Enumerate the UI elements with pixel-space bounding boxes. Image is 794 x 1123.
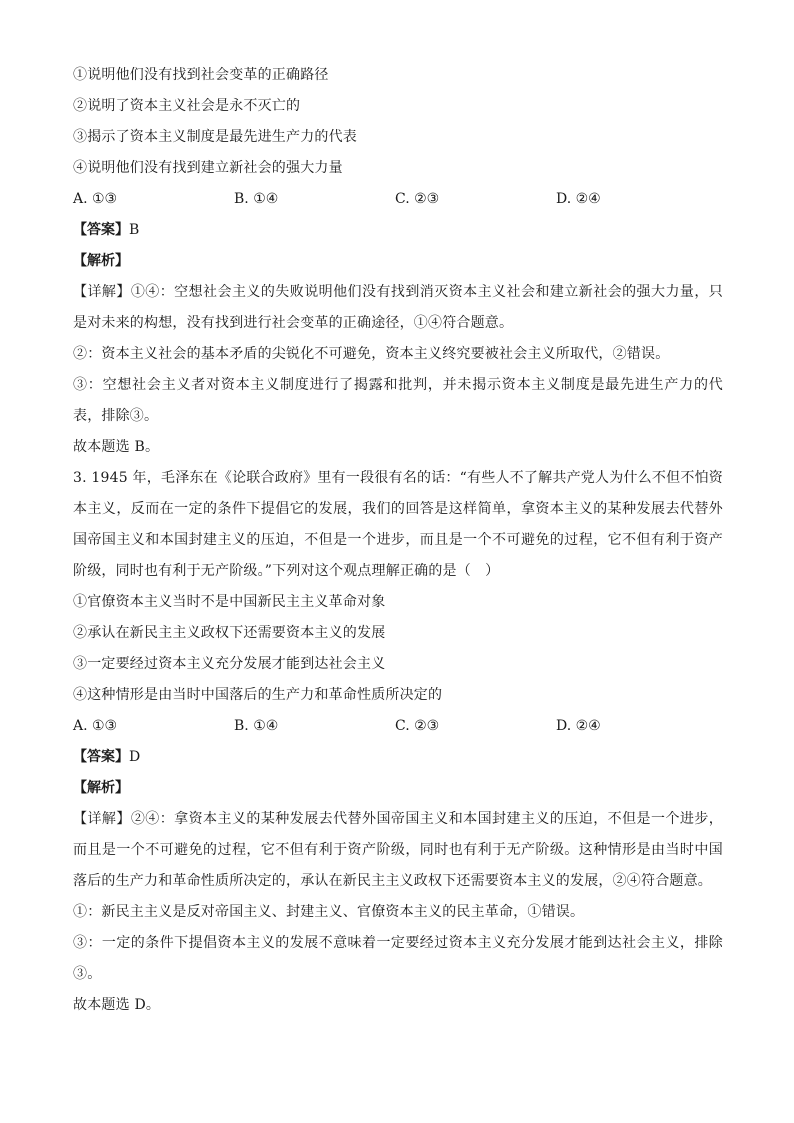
q2-statement-4: ④说明他们没有找到建立新社会的强大力量: [73, 160, 343, 176]
document-page: [73, 60, 723, 1021]
q3-analysis: [73, 773, 723, 804]
q2-detail: [73, 277, 723, 339]
q2-options: [73, 184, 723, 215]
q3-note-2: ③：一定的条件下提倡资本主义的发展不意味着一定要经过资本主义充分发展才能到达社会主义，排除③。: [73, 935, 723, 982]
q3-detail: [73, 804, 723, 897]
q2-section: [73, 60, 723, 463]
answer-label: 【答案】: [73, 749, 129, 765]
detail-label: 【详解】: [73, 284, 131, 300]
q3-conclusion: 故本题选 D。: [73, 997, 161, 1013]
detail-text: ①④：空想社会主义的失败说明他们没有找到消灭资本主义社会和建立新社会的强大力量，只是对未来的构想，没有找到进行社会变革的正确途径，①④符合题意。: [73, 284, 723, 331]
q3-option-d: D. ②④: [556, 718, 601, 734]
detail-label: 【详解】: [73, 811, 131, 827]
q3-stem: 3. 1945 年，毛泽东在《论联合政府》里有一段很有名的话：“有些人不了解共产党人为什么不但不怕资本主义，反而在一定的条件下提倡它的发展，我们的回答是这样简单，拿资本主义的某种发展去代替外国帝国主义和本国封建主义的压迫，不但是一个进步，而且是一个不可避免的过程，它不但有利于资产阶级，同时也有利于无产阶级。”下列对这个观点理解正确的是（ ）: [73, 470, 723, 579]
q3-option-c: C. ②③: [395, 718, 440, 734]
q3-statement-3: ③一定要经过资本主义充分发展才能到达社会主义: [73, 656, 386, 672]
answer-value: D: [129, 749, 141, 765]
q2-option-b: B. ①④: [234, 191, 279, 207]
q2-analysis: [73, 246, 723, 277]
analysis-label: 【解析】: [73, 780, 129, 796]
answer-label: 【答案】: [73, 222, 129, 238]
q3-section: [73, 463, 723, 1021]
q3-note-1: ①：新民主主义是反对帝国主义、封建主义、官僚资本主义的民主革命，①错误。: [73, 904, 585, 920]
q2-answer: [73, 215, 723, 246]
q2-option-a: A. ①③: [73, 191, 118, 207]
analysis-label: 【解析】: [73, 253, 129, 269]
q3-option-b: B. ①④: [234, 718, 279, 734]
q2-note-1: ②：资本主义社会的基本矛盾的尖锐化不可避免，资本主义终究要被社会主义所取代，②错误。: [73, 346, 670, 362]
q3-statement-4: ④这种情形是由当时中国落后的生产力和革命性质所决定的: [73, 687, 443, 703]
q2-option-c: C. ②③: [395, 191, 440, 207]
q3-option-a: A. ①③: [73, 718, 118, 734]
q3-answer: [73, 742, 723, 773]
q3-statement-2: ②承认在新民主主义政权下还需要资本主义的发展: [73, 625, 386, 641]
q3-options: [73, 711, 723, 742]
q2-conclusion: 故本题选 B。: [73, 439, 160, 455]
q2-note-2: ③：空想社会主义者对资本主义制度进行了揭露和批判，并未揭示资本主义制度是最先进生产力的代表，排除③。: [73, 377, 723, 424]
answer-value: B: [129, 222, 140, 238]
q2-statement-3: ③揭示了资本主义制度是最先进生产力的代表: [73, 129, 357, 145]
detail-text: ②④：拿资本主义的某种发展去代替外国帝国主义和本国封建主义的压迫，不但是一个进步，而且是一个不可避免的过程，它不但有利于资产阶级，同时也有利于无产阶级。这种情形是由当时中国落后的生产力和革命性质所决定的，承认在新民主主义政权下还需要资本主义的发展，②④符合题意。: [73, 811, 723, 889]
q2-option-d: D. ②④: [556, 191, 601, 207]
q3-statement-1: ①官僚资本主义当时不是中国新民主主义革命对象: [73, 594, 386, 610]
q2-statement-2: ②说明了资本主义社会是永不灭亡的: [73, 98, 301, 114]
q2-statement-1: ①说明他们没有找到社会变革的正确路径: [73, 67, 329, 83]
